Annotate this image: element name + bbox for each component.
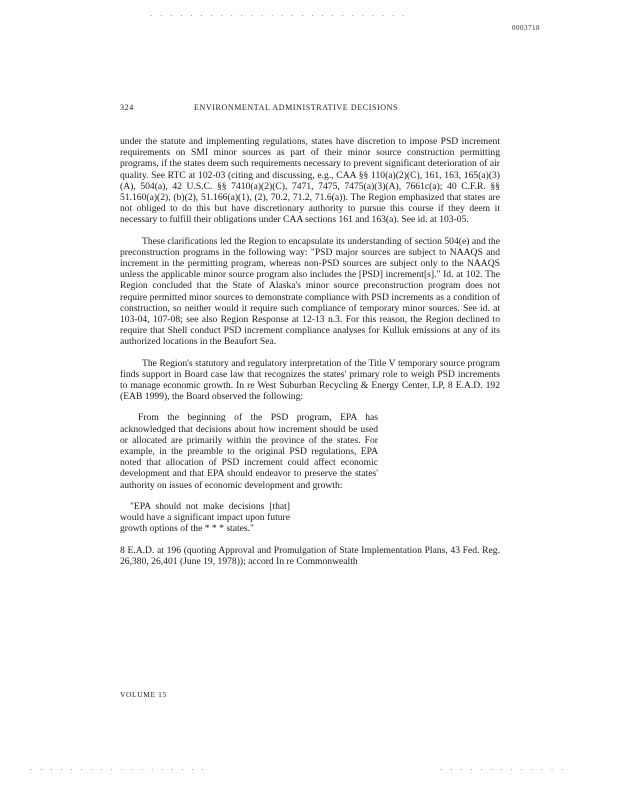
document-id: 0003718 — [512, 24, 540, 32]
running-head — [120, 103, 500, 112]
inner-quote: "EPA should not make decisions [that] would have a significant impact upon future growth options of the * * * states." — [120, 500, 290, 535]
page-body — [120, 136, 500, 577]
scan-dots-bottom-right: · · · · · · · · · · · · · — [440, 766, 567, 774]
volume-footer: VOLUME 15 — [120, 690, 167, 699]
running-head-title: ENVIRONMENTAL ADMINISTRATIVE DECISIONS — [194, 103, 399, 112]
paragraph-4: 8 E.A.D. at 196 (quoting Approval and Promulgation of State Implementation Plans, 43 Fed. Reg. 26,380, 26,401 (June 19, 1978)); accord In re Commonwealth — [120, 544, 500, 567]
scan-dots-top: · · · · · · · · · · · · · · · · · · · · · · · · · · — [150, 12, 408, 20]
paragraph-3: The Region's statutory and regulatory interpretation of the Title V temporary source program finds support in Board case law that recognizes the states' primary role to weigh PSD increments to manage economic growth. In re West Suburban Recycling & Energy Center, LP, 8 E.A.D. 192 (EAB 1999), the Board observed the following: — [120, 357, 500, 403]
paragraph-2: These clarifications led the Region to encapsulate its understanding of section 504(e) and the preconstruction programs in the following way: "PSD major sources are subject to NAAQS and increment in the permitting program, whereas non-PSD sources are subject only to the NAAQS unless the applicable minor source program also includes the [PSD] increment[s]." Id. at 102. The Region concluded that the State of Alaska's minor source preconstruction program does not require permitted minor sources to demonstrate compliance with PSD increments as a condition of construction, so neither would it require such compliance of temporary minor sources. See id. at 103-04, 107-08; see also Region Response at 12-13 n.3. For this reason, the Region declined to require that Shell conduct PSD increment compliance analyses for Kulluk emissions at any of its authorized locations in the Beaufort Sea. — [120, 235, 500, 348]
page-number: 324 — [120, 103, 134, 112]
block-quote: From the beginning of the PSD program, EPA has acknowledged that decisions about how increment should be used or allocated are primarily within the province of the states. For example, in the preamble to the original PSD regulations, EPA noted that allocation of PSD increment could affect economic development and that EPA should endeavor to preserve the states' authority on issues of economic development and growth: — [120, 412, 378, 491]
paragraph-1: under the statute and implementing regulations, states have discretion to impose PSD increment requirements on SMI minor sources as part of their minor source construction permitting programs, if the states deem such requirements necessary to prevent significant deterioration of air quality. See RTC at 102-03 (citing and discussing, e.g., CAA §§ 110(a)(2)(C), 161, 163, 165(a)(3)(A), 504(a), 42 U.S.C. §§ 7410(a)(2)(C), 7471, 7475, 7475(a)(3)(A), 7661c(a); 40 C.F.R. §§ 51.160(a)(2), (b)(2), 51.166(a)(1), (2), 70.2, 71.2, 71.6(a)). The Region emphasized that states are not obliged to do this but have discretionary authority to pursue this course if they deem it necessary to fulfill their obligations under CAA sections 161 and 163(a). See id. at 103-05. — [120, 136, 500, 226]
scan-dots-bottom-left: · · · · · · · · · · · · · · · · · · — [30, 766, 207, 774]
